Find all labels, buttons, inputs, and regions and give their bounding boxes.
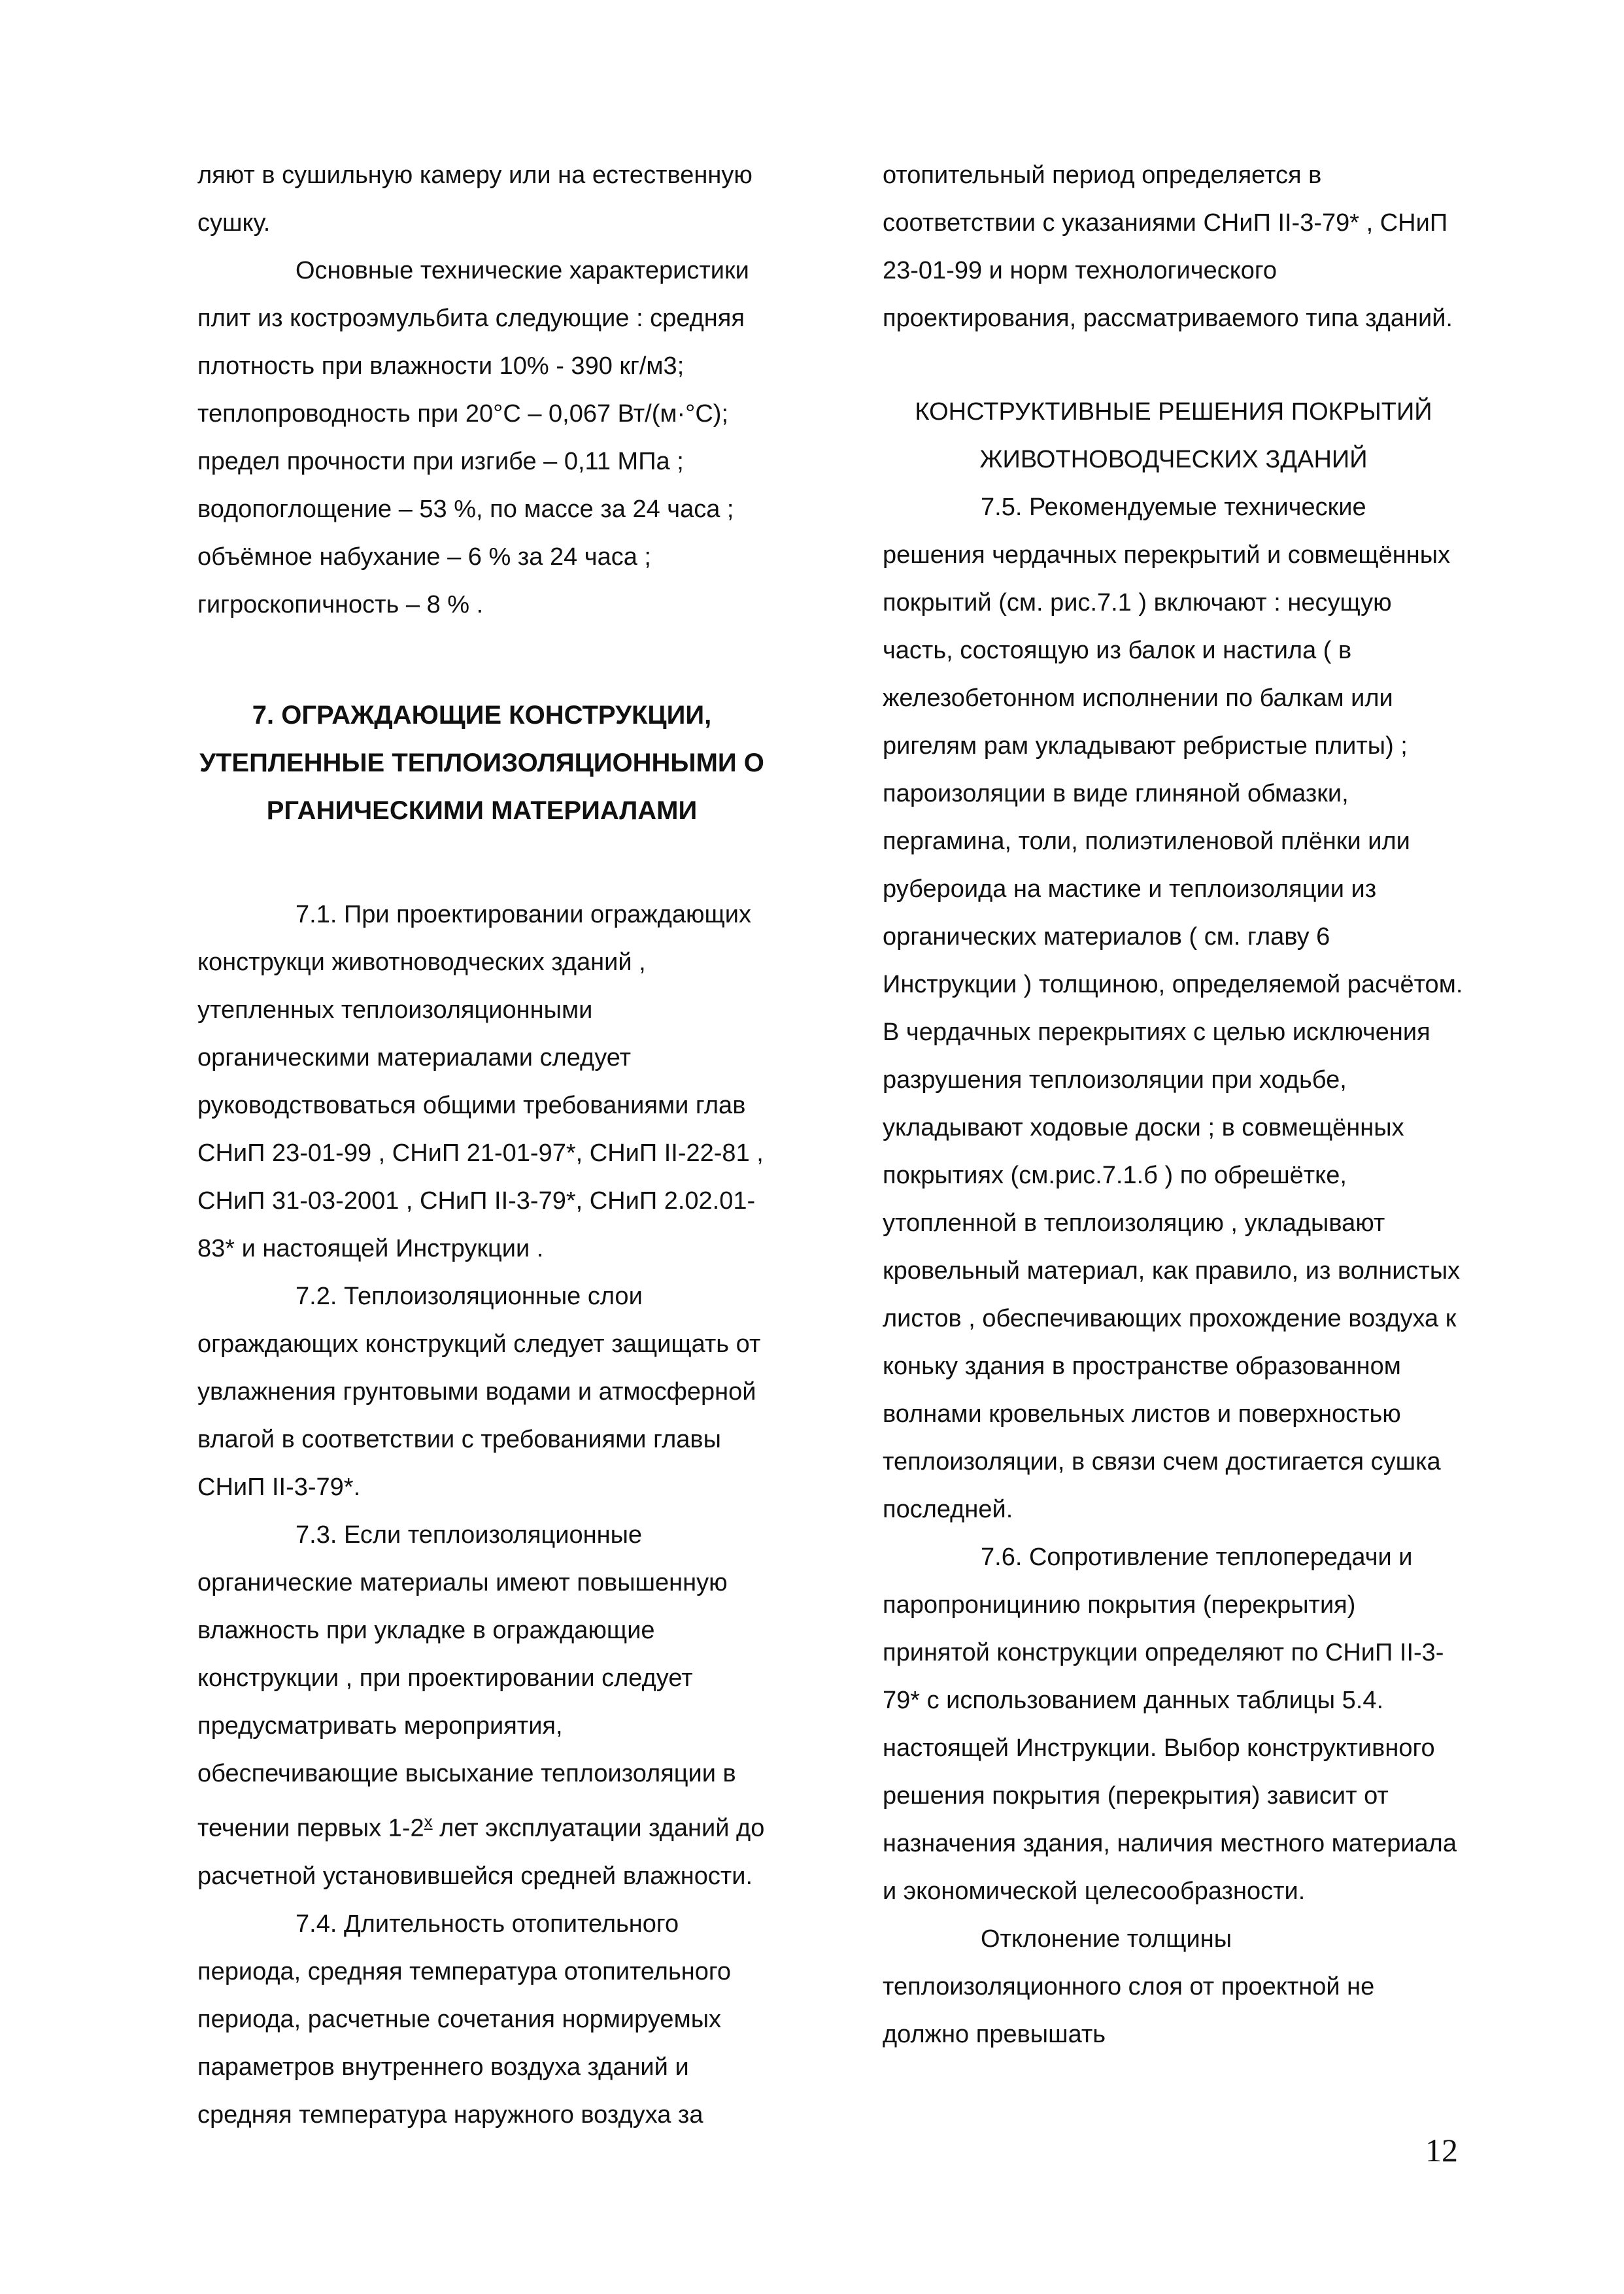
right-column — [883, 152, 1464, 2059]
paragraph-7-6: 7.6. Сопротивление теплопередачи и паропроницинию покрытия (перекрытия) принятой конструкции определяют по СНиП II-3-79* с использованием данных таблицы 5.4. настоящей Инструкции. Выбор конструктивного решения покрытия (перекрытия) зависит от назначения здания, наличия местного материала и экономической целесообразности. — [883, 1543, 1457, 1905]
paragraph-7-3 — [197, 1511, 766, 1900]
paragraph-7-1: 7.1. При проектировании ограждающих конструкци животноводческих зданий , утепленных теплоизоляционными органическими материалами следует руководствоваться общими требованиями глав СНиП 23-01-99 , СНиП 21-01-97*, СНиП II-22-81 , СНиП 31-03-2001 , СНиП II-3-79*, СНиП 2.02.01-83* и настоящей Инструкции . — [197, 901, 764, 1262]
paragraph-7-4: 7.4. Длительность отопительного периода, средняя температура отопительного периода, расчетные сочетания нормируемых параметров внутреннего воздуха зданий и средняя температура наружного воздуха за — [197, 1910, 732, 2129]
page-number: 12 — [1425, 2132, 1458, 2168]
section-7-heading: 7. ОГРАЖДАЮЩИЕ КОНСТРУКЦИИ, УТЕПЛЕННЫЕ ТЕПЛОИЗОЛЯЦИОННЫМИ О РГАНИЧЕСКИМИ МАТЕРИАЛАМИ — [199, 701, 764, 825]
left-column — [197, 152, 766, 2139]
paragraph-7-3-text-a: 7.3. Если теплоизоляционные органические материалы имеют повышенную влажность при укладке в ограждающие конструкции , при проектировании следует предусматривать мероприятия, обеспечивающие высыхание теплоизоляции в течении первых 1-2 — [197, 1521, 736, 1842]
paragraph-7-3-superscript: х — [424, 1812, 433, 1831]
deviation-paragraph: Отклонение толщины теплоизоляционного слоя от проектной не должно превышать — [883, 1925, 1375, 2048]
roofs-heading: КОНСТРУКТИВНЫЕ РЕШЕНИЯ ПОКРЫТИЙ ЖИВОТНОВОДЧЕСКИХ ЗДАНИЙ — [915, 398, 1432, 473]
paragraph-7-5: 7.5. Рекомендуемые технические решения чердачных перекрытий и совмещённых покрытий (см. рис.7.1 ) включают : несущую часть, состоящую из балок и настила ( в железобетонном исполнении по балкам или ригелям рам укладывают ребристые плиты) ; пароизоляции в виде глиняной обмазки, пергамина, толи, полиэтиленовой плёнки или рубероида на мастике и теплоизоляции из органических материалов ( см. главу 6 Инструкции ) толщиною, определяемой расчётом. В чердачных перекрытиях с целью исключения разрушения теплоизоляции при ходьбе, укладывают ходовые доски ; в совмещённых покрытиях (см.рис.7.1.б ) по обрешётке, утопленной в теплоизоляцию , укладывают кровельный материал, как правило, из волнистых листов , обеспечивающих прохождение воздуха к коньку здания в пространстве образованном волнами кровельных листов и поверхностью теплоизоляции, в связи счем достигается сушка последней. — [883, 494, 1463, 1523]
intro-paragraph: ляют в сушильную камеру или на естественную сушку. — [197, 161, 753, 237]
paragraph-7-2: 7.2. Теплоизоляционные слои ограждающих конструкций следует защищать от увлажнения грунтовыми водами и атмосферной влагой в соответствии с требованиями главы СНиП II-3-79*. — [197, 1283, 761, 1501]
continuation-paragraph: отопительный период определяется в соответствии с указаниями СНиП II-3-79* , СНиП 23-01-99 и норм технологического проектирования, рассматриваемого типа зданий. — [883, 161, 1453, 332]
paragraph-7-3-text-b: лет эксплуатации зданий до расчетной установившейся средней влажности. — [197, 1814, 765, 1890]
characteristics-paragraph: Основные технические характеристики плит из костроэмульбита следующие : средняя плотность при влажности 10% - 390 кг/м3; теплопроводность при 20°С – 0,067 Вт/(м·°С); предел прочности при изгибе – 0,11 МПа ; водопоглощение – 53 %, по массе за 24 часа ; объёмное набухание – 6 % за 24 часа ; гигроскопичность – 8 % . — [197, 257, 749, 618]
